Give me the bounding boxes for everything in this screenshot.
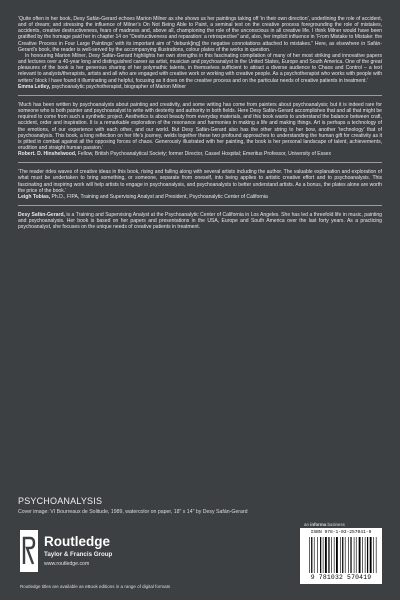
barcode-bar: [348, 537, 349, 573]
barcode-bar: [311, 537, 312, 573]
barcode-bar: [367, 537, 368, 573]
author-name: Desy Safán-Gerard,: [18, 212, 65, 219]
publisher-url: www.routledge.com: [44, 561, 90, 567]
barcode-bar: [359, 537, 361, 573]
review-1-text-2: In honouring Marion Milner, Desy Safán-Gerard highlights her own strengths in this fascinating compilation of many of her most striking and innovative papers and lectures over a 40-year long and distinguished career as artist, musician and psychoanalyst in the United States, Europe and South America. One of the great pleasures of the book is her generous sharing of her polymathic talents, in themselves sufficient to attract a diverse audience to Chaos and Control – a text relevant to analysts/therapists, artists and all who are engaged with creative work or working with creative people. As a psychotherapist who works with people with writers’ block I have found it illuminating and helpful, focusing as it does on the creative process and on the particular needs of creative patients in treatment.’: [18, 52, 382, 84]
routledge-logo: [20, 530, 170, 576]
informa-prefix: an: [304, 522, 311, 527]
review-3-text: ‘The reader rides waves of creative ideas in this book, rising and falling along with several artists including the author. The valuable explanation and exploration of what must be undertaken to bring something, or someone, separate from oneself, into being applies to artistic creative effort and to psychoanalysis. This fascinating and inspiring work will help artists to engage in psychoanalysis, and psychoanalysts to better understand artists. As a bonus, the plates alone are worth the price of the book.’: [18, 169, 382, 194]
informa-suffix: business: [326, 522, 345, 527]
barcode-bar: [317, 537, 318, 573]
review-2-text: ‘Much has been written by psychoanalysts about painting and creativity, and some writing has come from painters about psychoanalysis; but it is indeed rare for someone who is both painter and psychoanalyst to write with dexterity and authority in both fields. Here Desy Safán-Gerard accomplishes that and all that might be required to come from such a synthetic project. Aesthetics is about beauty from everyday materials, and this book wants to understand the balance between craft, accident, order and inspiration. It is a remarkable exploration of the resonance and harmonies in making a life and making things. Art is perhaps a technology of the emotions, of our experience with each other, and our world. But Desy Safán-Gerard also has the other string to her bow, another ‘technology’ that of psychoanalysis. This book, a long reflection on her life’s journey, welds together these two profound approaches to understanding the human gift for creativity as it is pitted in combat against all the opposing forces of chaos. Generously illustrated with her painting, the book is her personal landscape of talent, achievements, erudition and straight human passion.’: [18, 101, 382, 151]
barcode-bar: [356, 537, 357, 573]
author-bio-text: is a Training and Supervising Analyst at the Psychoanalytic Center of California in Los Angeles. She has led a threefold life in music, painting and psychoanalysis. Her book is based on her papers and presentations in the USA, Europe and South America over the last forty years. As a practicing psychoanalyst, she focuses on the unique needs of creative patients in treatment.: [18, 212, 382, 231]
isbn-digits: 9 781032 570419: [310, 574, 372, 581]
divider: [18, 162, 382, 163]
barcode-bar: [345, 537, 346, 573]
barcode-bar: [376, 537, 377, 573]
barcode-bar: [309, 537, 310, 573]
isbn-label: ISBN 978-1-03-257041-9: [310, 530, 372, 535]
review-1-attribution: [18, 84, 382, 90]
divider: [18, 95, 382, 96]
review-3-role: Ph.D., FIPA, Training and Supervising Analyst and President, Psychoanalytic Center of California: [50, 193, 268, 200]
barcode-bar: [350, 537, 351, 573]
review-2-role: Fellow, British Psychoanalytical Society; former Director, Cassel Hospital; Emeritus Professor, University of Essex: [76, 151, 332, 158]
review-2-name: Robert. D. Hinshelwood,: [18, 151, 77, 158]
barcode-bar: [336, 537, 338, 573]
review-3-attribution: [18, 194, 382, 200]
barcode-bar: [373, 537, 374, 573]
divider: [18, 205, 382, 206]
subject-category: PSYCHOANALYSIS: [18, 496, 103, 506]
author-bio: [18, 212, 382, 230]
barcode-bar: [340, 537, 341, 573]
informa-business-line: [304, 522, 345, 527]
barcode-bar: [328, 537, 329, 573]
informa-brand: informa: [310, 522, 327, 527]
barcode-bar: [354, 537, 355, 573]
routledge-r-icon: [20, 530, 38, 572]
review-2-attribution: [18, 151, 382, 157]
review-1-name: Emma Letley,: [18, 83, 51, 90]
barcode-bar: [334, 537, 335, 573]
barcode-bar: [342, 537, 343, 573]
barcode-bar: [331, 537, 332, 573]
barcode-bar: [370, 537, 372, 573]
ebook-notice: Routledge titles are available as eBook editions in a range of digital formats: [20, 584, 171, 589]
review-1-role: psychoanalytic psychotherapist, biographer of Marion Milner: [50, 83, 186, 90]
cover-image-credit: Cover image: VI Bourreaux de Solitude, 1989, watercolor on paper, 18" x 14" by Desy Safán-Gerard: [18, 509, 248, 515]
barcode-bar: [325, 537, 327, 573]
isbn-barcode: [300, 528, 382, 584]
barcode-bar: [320, 537, 321, 573]
review-3-name: Leigh Tobias,: [18, 193, 51, 200]
barcode-bar: [314, 537, 315, 573]
barcode-bar: [365, 537, 366, 573]
reviews-block: [18, 16, 382, 231]
publisher-name: Routledge: [44, 534, 110, 549]
barcode-bars: [309, 537, 379, 573]
publisher-group: Taylor & Francis Group: [44, 551, 113, 558]
barcode-bar: [362, 537, 363, 573]
barcode-bar: [323, 537, 324, 573]
review-1-text: ‘Quite often in her book, Desy Safán-Gerard echoes Marion Milner as she shows us her paintings taking off ‘in their own direction’, underlining the role of accident, and of dream; and stressing the influence of Milner’s On Not Being Able to Paint, a seminal text on the creative process foregrounding the role of mistakes, accidents, creative destructiveness, fears of madness and, above all, championing the role of the unconscious in all creative life. I think Milner would have been gratified by the homage paid her in chapter 14 on “Destructiveness and reparation: a retrospective” and, also, her implicit influence in ‘From Mistake to Mistake: the Creative Process in Four Large Paintings’ with its important aim of “debunk[ing] the negative connotations attached to mistakes.” Here, as elsewhere in Safán-Gerard’s book, the reader is well-served by the accompanying illustrations, colour plates of the works in question.: [18, 16, 382, 53]
